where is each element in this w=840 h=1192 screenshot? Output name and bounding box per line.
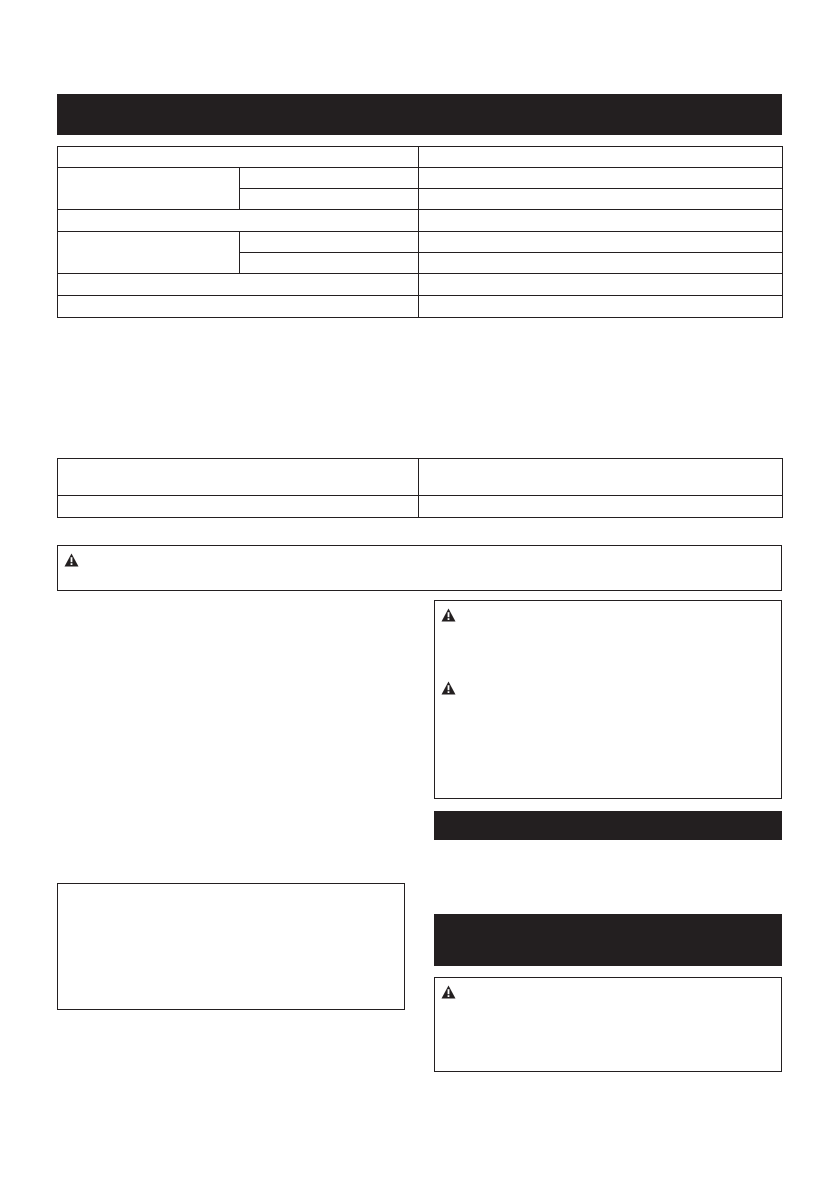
table-row (58, 232, 783, 253)
table-cell (58, 210, 419, 232)
table-cell (419, 296, 783, 318)
table-cell (58, 147, 419, 168)
table-cell (58, 496, 419, 518)
header-title (57, 94, 782, 114)
right-warning-box (434, 600, 782, 799)
table-cell (419, 496, 783, 518)
table-cell (240, 232, 419, 253)
section-bar (434, 914, 782, 966)
table-cell (58, 168, 240, 210)
caution-box (434, 977, 782, 1072)
table-row (58, 147, 783, 168)
table-row (58, 210, 783, 232)
table-cell (58, 274, 419, 296)
warning-triangle-icon (441, 608, 456, 622)
table-cell (419, 232, 783, 253)
table-cell (419, 147, 783, 168)
section-bar (434, 811, 782, 840)
table-cell (419, 168, 783, 189)
warning-triangle-icon (441, 681, 456, 695)
table-cell (58, 459, 419, 496)
warning-triangle-icon (441, 985, 456, 999)
battery-table (57, 458, 783, 518)
table-cell (419, 210, 783, 232)
section-bar-title (434, 811, 782, 823)
spec-table (57, 146, 783, 318)
header-bar (57, 94, 782, 135)
table-cell (419, 274, 783, 296)
table-row (58, 459, 783, 496)
table-cell (419, 189, 783, 210)
warning-triangle-icon (64, 553, 79, 567)
table-cell (240, 253, 419, 274)
section-bar-title (434, 914, 782, 930)
table-cell (419, 459, 783, 496)
table-cell (419, 253, 783, 274)
table-cell (240, 168, 419, 189)
table-cell (58, 232, 240, 274)
table-row (58, 274, 783, 296)
table-row (58, 496, 783, 518)
table-row (58, 168, 783, 189)
notice-box (57, 883, 405, 1010)
general-warning-box (57, 545, 782, 591)
table-cell (240, 189, 419, 210)
table-cell (58, 296, 419, 318)
table-row (58, 296, 783, 318)
